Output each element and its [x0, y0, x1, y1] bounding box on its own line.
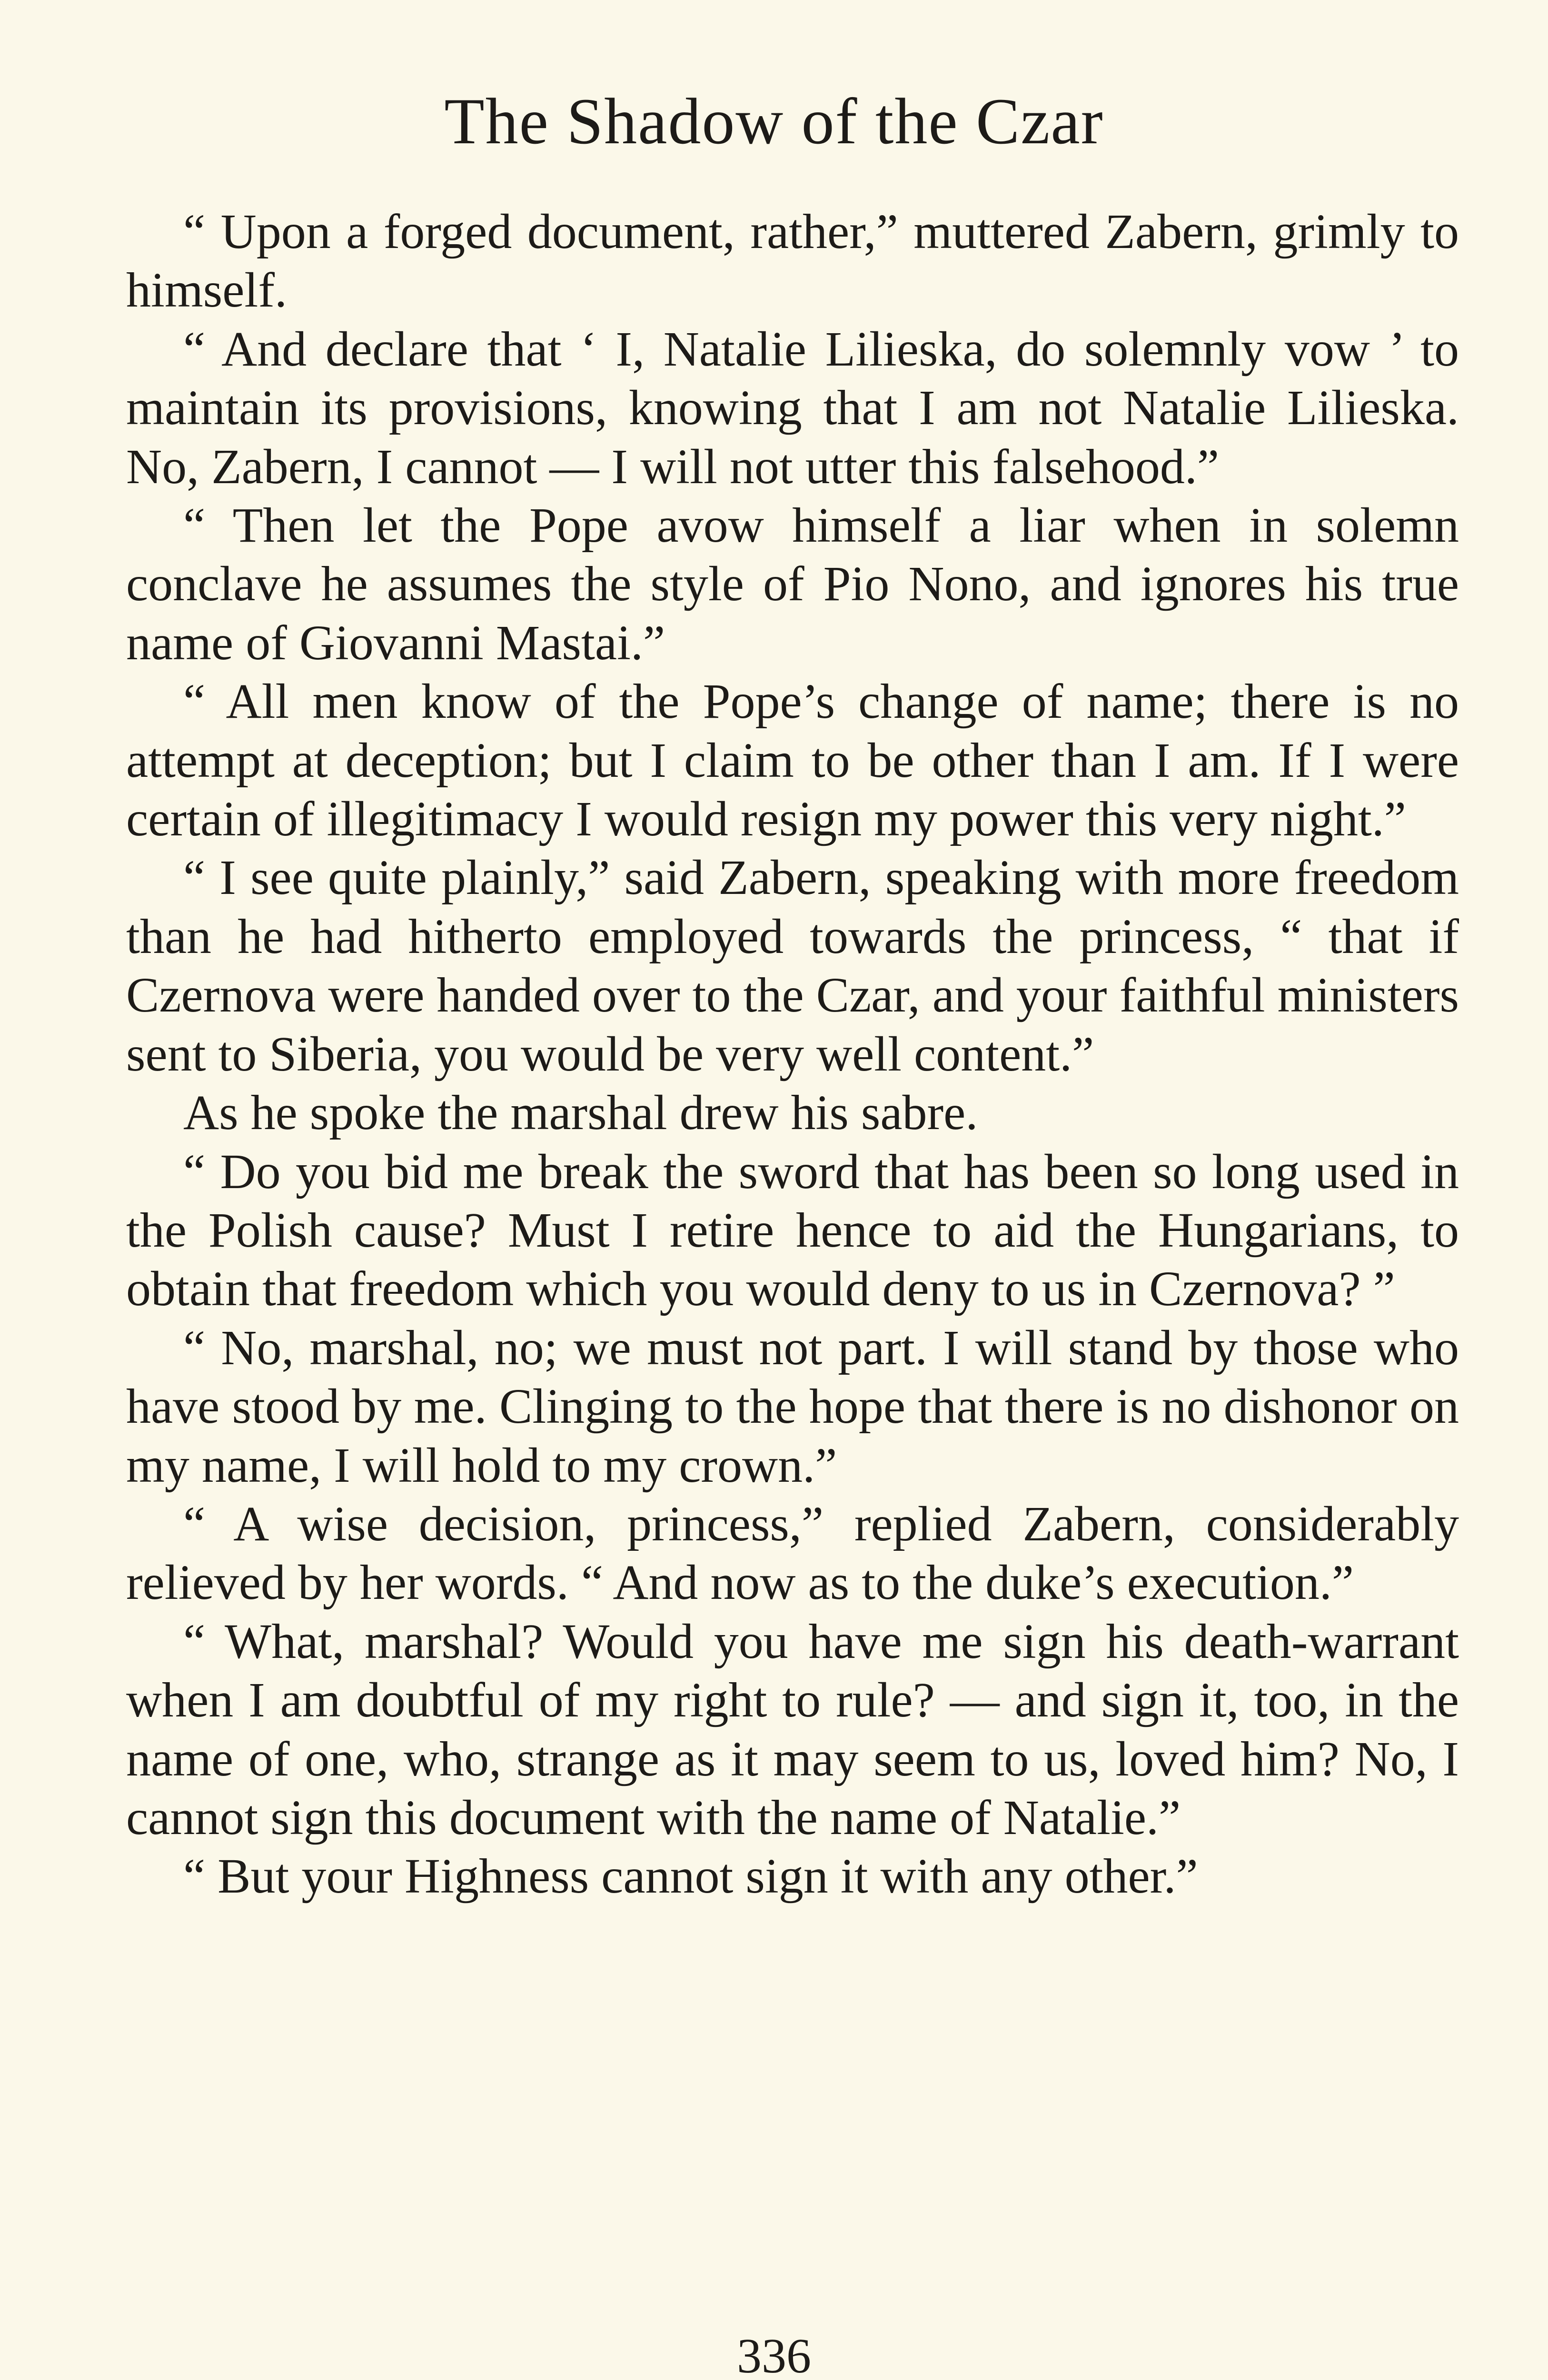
paragraph: “ Upon a forged document, rather,” muttered Zabern, grimly to himself.	[126, 204, 1459, 318]
paragraph: “ A wise decision, princess,” replied Zabern, considerably relieved by her words. “ And now as to the duke’s execution.”	[126, 1496, 1459, 1610]
paragraph: “ No, marshal, no; we must not part. I will stand by those who have stood by me. Clinging to the hope that there is no dishonor on my name, I will hold to my crown.”	[126, 1320, 1459, 1493]
paragraph: “ But your Highness cannot sign it with any other.”	[183, 1849, 1198, 1904]
paragraph: “ All men know of the Pope’s change of name; there is no attempt at deception; but I claim to be other than I am. If I were certain of illegitimacy I would resign my power this very night.”	[126, 674, 1459, 847]
paragraph: “ I see quite plainly,” said Zabern, speaking with more freedom than he had hitherto employed towards the princess, “ that if Czernova were handed over to the Czar, and your faithful ministers sent to Siberia, you would be very well content.”	[126, 850, 1459, 1081]
paragraph: “ And declare that ‘ I, Natalie Lilieska, do solemnly vow ’ to maintain its provisions, knowing that I am not Natalie Lilieska. No, Zabern, I cannot — I will not utter this falsehood.”	[126, 321, 1459, 494]
paragraph: “ What, marshal? Would you have me sign his death-warrant when I am doubtful of my right to rule? — and sign it, too, in the name of one, who, strange as it may seem to us, loved him? No, I cannot sign this document with the name of Natalie.”	[126, 1614, 1459, 1845]
paragraph: As he spoke the marshal drew his sabre.	[183, 1085, 978, 1140]
running-head: The Shadow of the Czar	[444, 85, 1104, 158]
page-number: 336	[737, 2329, 811, 2380]
body-text	[126, 202, 1459, 1906]
paragraph: “ Then let the Pope avow himself a liar when in solemn conclave he assumes the style of Pio Nono, and ignores his true name of Giovanni Mastai.”	[126, 498, 1459, 670]
paragraph: “ Do you bid me break the sword that has been so long used in the Polish cause? Must I retire hence to aid the Hungarians, to obtain that freedom which you would deny to us in Czernova? ”	[126, 1144, 1459, 1317]
